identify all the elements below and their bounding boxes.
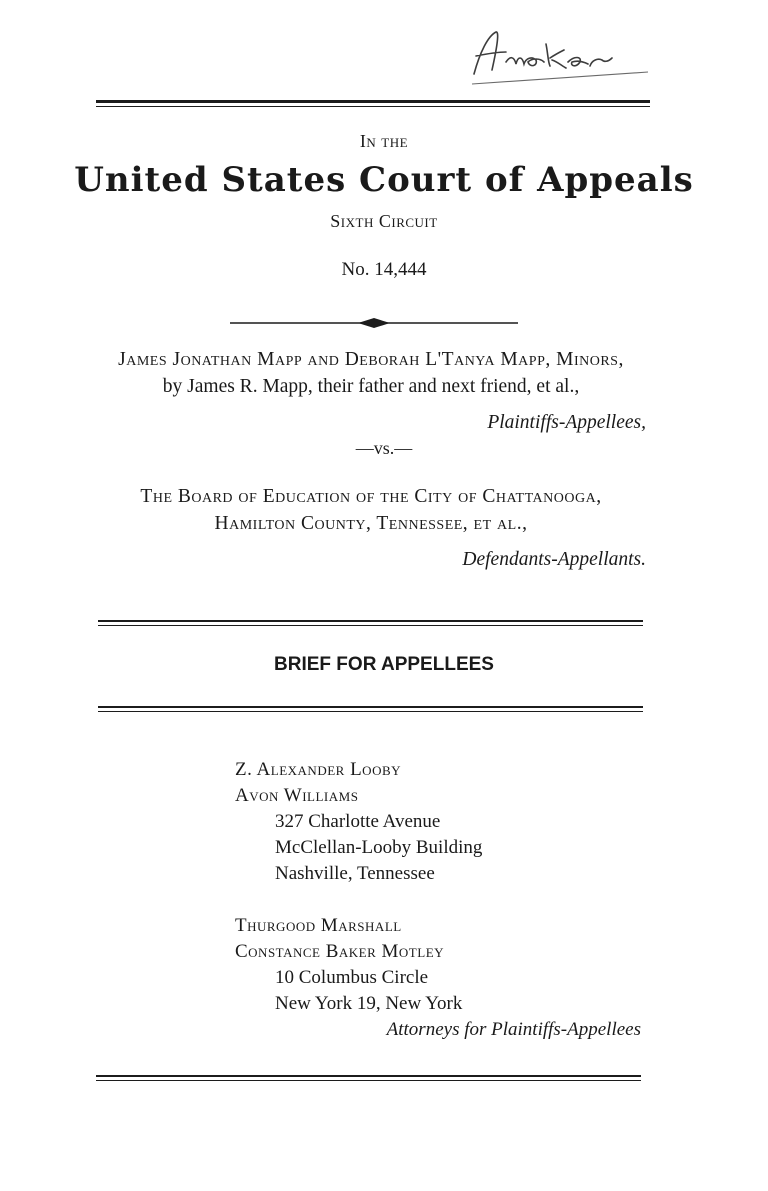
handwritten-signature — [466, 22, 656, 92]
plaintiffs-role: Plaintiffs-Appellees, — [487, 412, 646, 433]
diamond-rule-icon — [230, 317, 518, 329]
docket-number: No. 14,444 — [341, 259, 427, 280]
plaintiffs-line-2: by James R. Mapp, their father and next friend, et al., — [162, 376, 580, 397]
versus-label: —vs.— — [355, 438, 413, 458]
brief-title-bottom-rule — [98, 706, 643, 712]
signature-scribble-icon — [466, 22, 656, 92]
counsel-block — [235, 757, 655, 1043]
attorney-name: Thurgood Marshall — [235, 915, 402, 936]
circuit-label: Sixth Circuit — [330, 211, 438, 231]
bottom-rule — [96, 1075, 641, 1081]
attorney-name: Avon Williams — [235, 785, 359, 806]
top-rule — [96, 100, 650, 107]
court-name: United States Court of Appeals — [74, 160, 694, 200]
defendants-block — [96, 483, 646, 573]
attorney-name: Z. Alexander Looby — [235, 759, 402, 780]
defendants-line-1: The Board of Education of the City of Chattanooga, — [140, 486, 602, 507]
in-the-label: In the — [359, 131, 409, 151]
brief-title-top-rule — [98, 620, 643, 626]
address-line: New York 19, New York — [275, 993, 463, 1014]
address-line: Nashville, Tennessee — [275, 863, 435, 884]
address-line: 10 Columbus Circle — [275, 967, 429, 988]
defendants-role: Defendants-Appellants. — [462, 549, 646, 570]
plaintiffs-line-1: James Jonathan Mapp and Deborah L'Tanya Mapp, Minors, — [118, 349, 624, 370]
address-line: McClellan-Looby Building — [275, 837, 483, 858]
attorney-name: Constance Baker Motley — [235, 941, 445, 962]
brief-title: BRIEF FOR APPELLEES — [274, 654, 494, 675]
address-line: 327 Charlotte Avenue — [275, 811, 441, 832]
plaintiffs-block — [96, 346, 646, 436]
defendants-line-2: Hamilton County, Tennessee, et al., — [214, 513, 528, 534]
ornamental-divider — [230, 316, 518, 328]
counsel-role: Attorneys for Plaintiffs-Appellees — [386, 1019, 641, 1040]
